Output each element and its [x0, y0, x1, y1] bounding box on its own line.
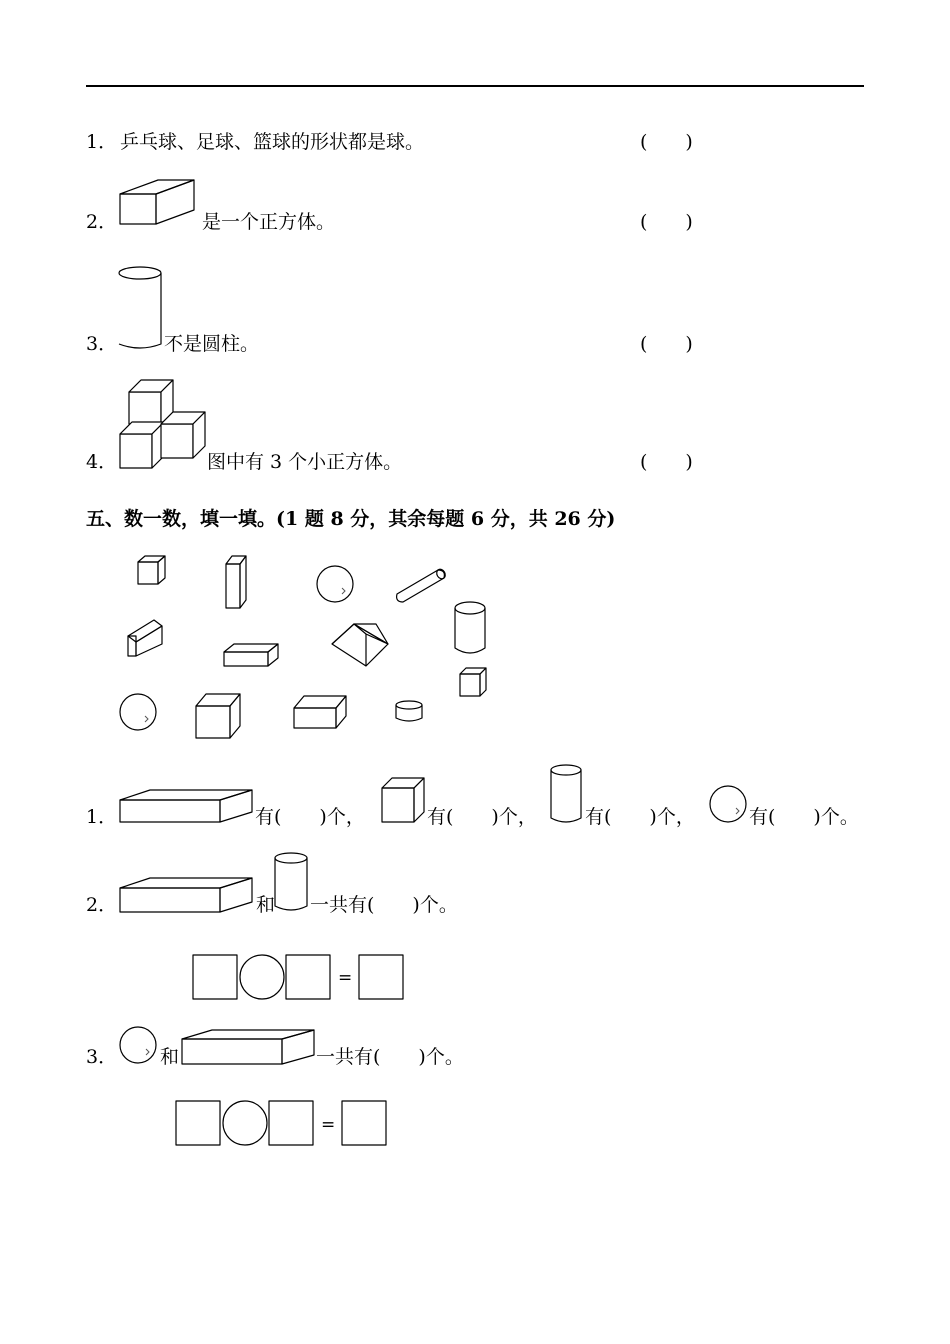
medium-cube: [196, 694, 240, 738]
section-heading: 五、数一数，填一填。(1 题 8 分，其余每题 6 分，共 26 分): [86, 508, 616, 530]
q1-sphere-count[interactable]: 有( )个。: [749, 806, 859, 828]
q1-cuboid-icon: [118, 788, 258, 826]
judge-text-2: 是一个正方体。: [202, 211, 336, 233]
q1-cuboid-count[interactable]: 有( )个，: [255, 806, 365, 828]
q2-equation-boxes: [193, 955, 405, 1001]
q2-cylinder-icon: [274, 852, 310, 914]
judge-num-4: 4．: [86, 451, 118, 473]
judge-answer-4[interactable]: ( ): [640, 451, 693, 473]
judge-num-1: 1．: [86, 131, 118, 153]
short-cylinder: [396, 701, 422, 721]
small-cube-2: [460, 668, 486, 696]
sphere-1: [317, 566, 353, 602]
q3-equation-boxes: [176, 1101, 388, 1147]
stacked-cubes-figure: [118, 376, 210, 472]
judge-num-2: 2．: [86, 211, 118, 233]
open-cylinder-figure: [118, 266, 166, 352]
tilted-cylinder: [397, 568, 447, 602]
q2-equals: =: [338, 968, 353, 988]
top-rule: [86, 85, 864, 87]
cuboid-figure: [118, 178, 200, 228]
shape-collection: [110, 548, 510, 748]
flat-cuboid-2: [294, 696, 346, 728]
q3-equals: =: [321, 1115, 336, 1135]
q2-total[interactable]: 一共有( )个。: [310, 894, 458, 916]
judge-answer-1[interactable]: ( ): [640, 131, 693, 153]
q1-cylinder-icon: [550, 764, 586, 826]
tall-cuboid: [226, 556, 246, 608]
judge-text-4: 图中有 3 个小正方体。: [207, 451, 403, 473]
judge-answer-2[interactable]: ( ): [640, 211, 693, 233]
flat-cuboid-1: [224, 644, 278, 666]
q3-total[interactable]: 一共有( )个。: [316, 1046, 464, 1068]
q1-cube-count[interactable]: 有( )个，: [427, 806, 537, 828]
q3-num: 3．: [86, 1046, 118, 1068]
judge-num-3: 3．: [86, 333, 118, 355]
q2-and: 和: [256, 894, 276, 916]
judge-answer-3[interactable]: ( ): [640, 333, 693, 355]
q1-sphere-icon: [708, 785, 750, 825]
upright-cylinder: [455, 602, 485, 653]
q3-sphere-icon: [118, 1027, 160, 1067]
small-cube-1: [138, 556, 165, 584]
tilted-cube: [332, 624, 388, 666]
q2-num: 2．: [86, 894, 118, 916]
q3-cuboid-icon: [180, 1029, 318, 1067]
q1-cylinder-count[interactable]: 有( )个，: [585, 806, 695, 828]
slanted-cuboid: [128, 620, 162, 656]
judge-text-1: 乒乓球、足球、篮球的形状都是球。: [120, 131, 425, 153]
q2-cuboid-icon: [118, 876, 258, 914]
sphere-2: [120, 694, 156, 730]
judge-text-3: 不是圆柱。: [164, 333, 260, 355]
q3-and: 和: [160, 1046, 180, 1068]
q1-cube-icon: [380, 776, 428, 824]
q1-num: 1．: [86, 806, 118, 828]
